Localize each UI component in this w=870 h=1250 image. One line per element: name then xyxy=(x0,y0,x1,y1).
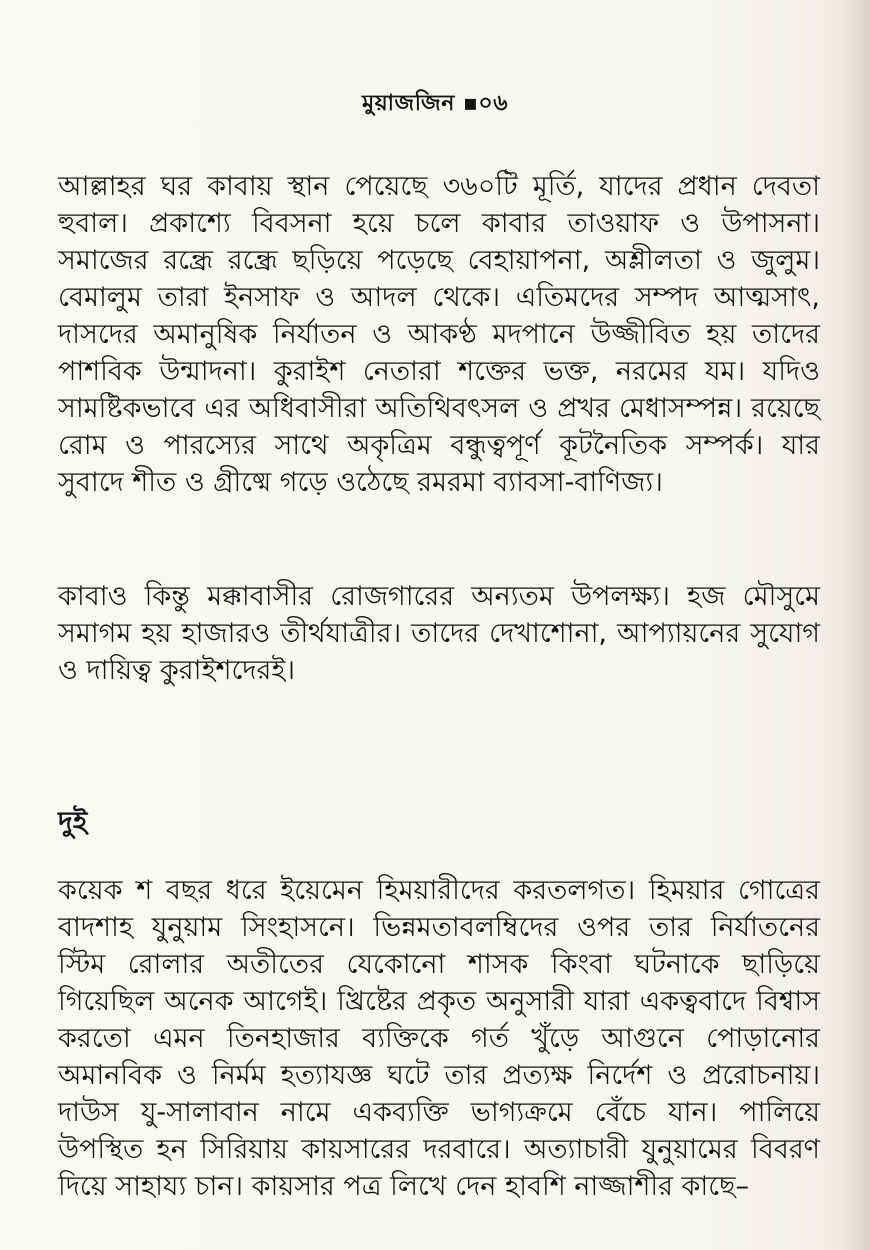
text-line: সুবাদে শীত ও গ্রীষ্মে গড়ে ওঠেছে রমরমা ব্যাবসা-বাণিজ্য। xyxy=(58,467,663,498)
text-line: রোম ও পারস্যের সাথে অকৃত্রিম বন্ধুত্বপূর্ণ কূটনৈতিক সম্পর্ক। যার xyxy=(58,430,820,461)
paragraph-2 xyxy=(58,578,820,689)
text-line: বেমালুম তারা ইনসাফ ও আদল থেকে। এতিমদের সম্পদ আত্মসাৎ, xyxy=(58,282,820,313)
text-line: উপস্থিত হন সিরিয়ায় কায়সারের দরবারে। অত্যাচারী যুনুয়ামের বিবরণ xyxy=(58,1134,820,1165)
section-heading: দুই xyxy=(58,805,88,838)
text-line: কাবাও কিন্তু মক্কাবাসীর রোজগারের অন্যতম উপলক্ষ্য। হজ মৌসুমে xyxy=(58,581,820,612)
text-line: অমানবিক ও নির্মম হত্যাযজ্ঞ ঘটে তার প্রত্যক্ষ নির্দেশ ও প্ররোচনায়। xyxy=(58,1060,820,1091)
text-line: গিয়েছিল অনেক আগেই। খ্রিষ্টের প্রকৃত অনুসারী যারা একত্ববাদে বিশ্বাস xyxy=(58,986,820,1017)
text-line: সমাজের রন্ধ্রে রন্ধ্রে ছড়িয়ে পড়েছে বেহায়াপনা, অশ্লীলতা ও জুলুম। xyxy=(58,245,820,276)
text-line: হুবাল। প্রকাশ্যে বিবসনা হয়ে চলে কাবার তাওয়াফ ও উপাসনা। xyxy=(58,208,820,239)
text-line: দাসদের অমানুষিক নির্যাতন ও আকণ্ঠ মদপানে উজ্জীবিত হয় তাদের xyxy=(58,319,820,350)
text-line: দিয়ে সাহায্য চান। কায়সার পত্র লিখে দেন হাবশি নাজ্জাশীর কাছে– xyxy=(58,1171,749,1202)
text-line: ও দায়িত্ব কুরাইশদেরই। xyxy=(58,655,296,686)
text-line: পাশবিক উন্মাদনা। কুরাইশ নেতারা শক্তের ভক্ত, নরমের যম। যদিও xyxy=(58,356,820,387)
page-edge-shadow xyxy=(840,0,870,1250)
paragraph-3 xyxy=(58,872,820,1205)
text-line: আল্লাহর ঘর কাবায় স্থান পেয়েছে ৩৬০টি মূর্তি, যাদের প্রধান দেবতা xyxy=(58,171,820,202)
text-line: বাদশাহ যুনুয়াম সিংহাসনে। ভিন্নমতাবলম্বিদের ওপর তার নির্যাতনের xyxy=(58,912,820,943)
text-line: সমাগম হয় হাজারও তীর্থযাত্রীর। তাদের দেখাশোনা, আপ্যায়নের সুযোগ xyxy=(58,618,820,649)
text-line: কয়েক শ বছর ধরে ইয়েমেন হিময়ারীদের করতলগত। হিময়ার গোত্রের xyxy=(58,875,820,906)
text-line: স্টিম রোলার অতীতের যেকোনো শাসক কিংবা ঘটনাকে ছাড়িয়ে xyxy=(58,949,820,980)
text-line: দাউস যু-সালাবান নামে একব্যক্তি ভাগ্যক্রমে বেঁচে যান। পালিয়ে xyxy=(58,1097,820,1128)
text-line: সামষ্টিকভাবে এর অধিবাসীরা অতিথিবৎসল ও প্রখর মেধাসম্পন্ন। রয়েছে xyxy=(58,393,820,424)
running-head: মুয়াজজিন ▪০৬ xyxy=(361,91,509,116)
paragraph-1 xyxy=(58,168,820,501)
text-line: করতো এমন তিনহাজার ব্যক্তিকে গর্ত খুঁড়ে আগুনে পোড়ানোর xyxy=(58,1023,820,1054)
